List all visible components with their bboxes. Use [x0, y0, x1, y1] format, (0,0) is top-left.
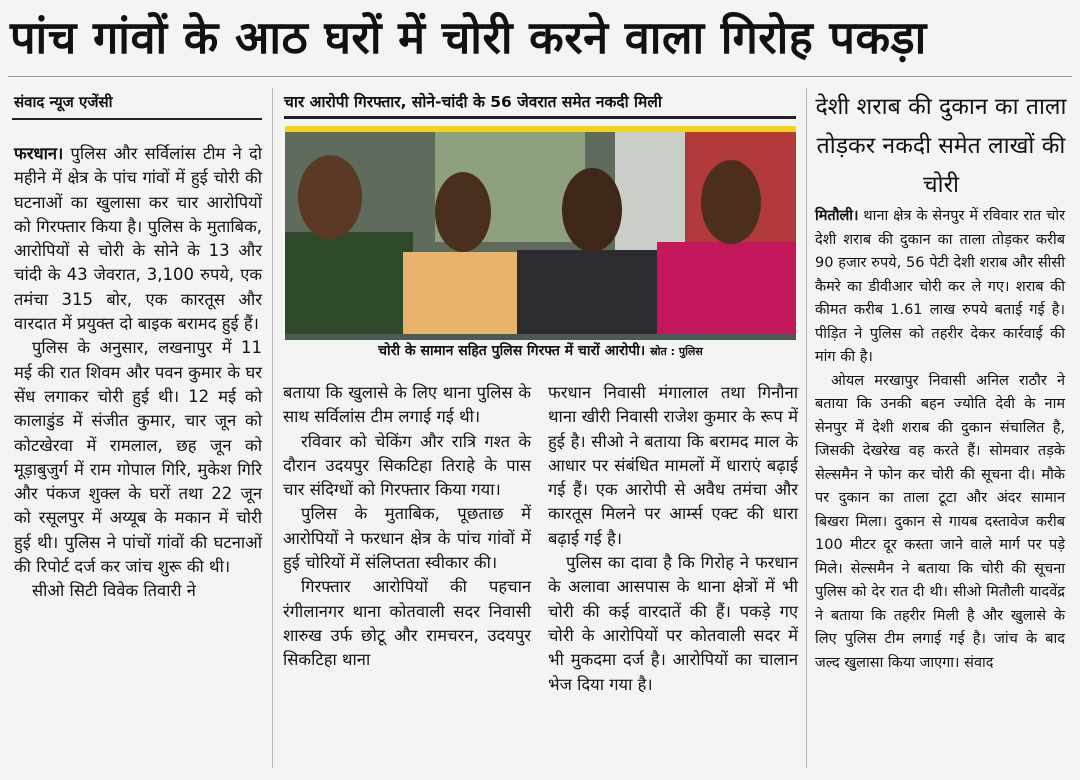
story-column-2 — [283, 381, 531, 673]
byline: संवाद न्यूज एजेंसी — [14, 93, 113, 111]
photo-credit: स्रोत : पुलिस — [650, 345, 703, 358]
photo-caption — [285, 334, 796, 372]
column-divider — [806, 88, 807, 768]
subheadline-rule — [284, 116, 796, 119]
side-story-column — [815, 205, 1065, 675]
story-paragraph: पुलिस का दावा है कि गिरोह ने फरधान के अलावा आसपास के थाना क्षेत्रों में भी चोरी की कई वारदातें की हैं। पकड़े गए चोरी के आरोपियों पर कोतवाली सदर में भी मुकदमा दर्ज है। आरोपियों का चालान भेज दिया गया है। — [548, 553, 798, 694]
caption-text: चोरी के सामान सहित पुलिस गिरफ्त में चारों आरोपी। — [378, 343, 646, 359]
headline: पांच गांवों के आठ घरों में चोरी करने वाला गिरोह पकड़ा — [10, 11, 927, 64]
story-paragraph — [815, 205, 1065, 370]
story-paragraph: गिरफ्तार आरोपियों की पहचान रंगीलानगर थाना कोतवाली सदर निवासी शारुख उर्फ छोटू और रामचरन, उदयपुर सिकटिहा थाना — [283, 577, 531, 670]
column-divider — [272, 88, 273, 768]
byline-rule — [12, 118, 262, 120]
story-paragraph: पुलिस के मुताबिक, पूछताछ में आरोपियों ने फरधान क्षेत्र के पांच गांवों में हुई चोरियों में संलिप्तता स्वीकार की। — [283, 504, 531, 573]
story-column-1 — [14, 142, 262, 604]
accused-photo — [285, 126, 796, 340]
headline-rule — [8, 76, 1072, 77]
story-column-3 — [548, 381, 798, 697]
story-text: पुलिस और सर्विलांस टीम ने दो महीने में क्षेत्र के पांच गांवों में हुई चोरी की घटनाओं का खुलासा कर चार आरोपियों को गिरफ्तार किया है। पुलिस के मुताबिक, आरोपियों से चोरी के सोने के 13 और चांदी के 43 जेवरात, 3,100 रुपये, एक तमंचा 315 बोर, एक कारतूस और वारदात में प्रयुक्त दो बाइक बरामद हुई हैं। — [14, 144, 262, 334]
story-paragraph: रविवार को चेकिंग और रात्रि गश्त के दौरान उदयपुर सिकटिहा तिराहे के पास चार संदिग्धों को गिरफ्तार किया गया। — [283, 431, 531, 500]
signoff: संवाद — [964, 654, 994, 671]
story-text: ओयल मरखापुर निवासी अनिल राठौर ने बताया कि उनकी बहन ज्योति देवी के नाम सेनपुर में देशी शराब की दुकान संचालित है, जिसकी देखरेख वह करते हैं। सोमवार तड़के सेल्समैन ने फोन कर चोरी की सूचना दी। मौके पर दुकान का ताला टूटा और अंदर सामान बिखरा मिला। दुकान से गायब दस्तावेज करीब 100 मीटर दूर कस्ता जाने वाले मार्ग पर पड़े मिले। सेल्समैन ने बताया कि चोरी की सूचना पुलिस को देर रात दी थी। सीओ मितौली यादवेंद्र ने बताया कि तहरीर मिली है और खुलासे के लिए पुलिस टीम लगाई गई है। जांच के बाद जल्द खुलासा किया जाएगा। — [815, 372, 1065, 671]
subheadline: चार आरोपी गिरफ्तार, सोने-चांदी के 56 जेवरात समेत नकदी मिली — [284, 93, 662, 111]
story-paragraph: पुलिस के अनुसार, लखनापुर में 11 मई की रात शिवम और पवन कुमार के घर सेंध लगाकर चोरी हुई थी। 12 मई को कालाडुंड में संजीत कुमार, चार जून को कोटखेरवा में रामलाल, छह जून को मूड़ाबुजुर्ग में राम गोपाल गिरि, मुकेश गिरि और पंकज शुक्ल के घरों तथा 22 जून को रसूलपुर में अय्यूब के मकान में चोरी हुई थी। पुलिस ने पांचों गांवों की घटनाओं की रिपोर्ट दर्ज कर जांच शुरू की थी। — [14, 338, 262, 577]
accused-photo-art — [285, 132, 796, 334]
story-paragraph — [14, 142, 262, 336]
dateline: मितौली। — [815, 208, 859, 224]
story-paragraph — [815, 370, 1065, 676]
story-paragraph: सीओ सिटी विवेक तिवारी ने — [32, 581, 196, 601]
story-paragraph: बताया कि खुलासे के लिए थाना पुलिस के साथ सर्विलांस टीम लगाई गई थी। — [283, 383, 531, 427]
story-text: थाना क्षेत्र के सेनपुर में रविवार रात चोर देशी शराब की दुकान का ताला तोड़कर करीब 90 हजार रुपये, 56 पेटी देशी शराब और सीसी कैमरे का डीवीआर चोरी कर ले गए। शराब की कीमत करीब 1.61 लाख रुपये बताई गई है। पीड़ित ने पुलिस को तहरीर देकर कार्रवाई की मांग की है। — [815, 208, 1066, 365]
dateline: फरधान। — [14, 144, 64, 163]
side-headline: देशी शराब की दुकान का ताला तोड़कर नकदी समेत लाखों की चोरी — [815, 94, 1067, 198]
story-paragraph: फरधान निवासी मंगालाल तथा गिनौना थाना खीरी निवासी राजेश कुमार के रूप में हुई है। सीओ ने बताया कि बरामद माल के आधार पर संबंधित मामलों में धाराएं बढ़ाई गई हैं। एक आरोपी से अवैध तमंचा और कारतूस मिलने पर आर्म्स एक्ट की धारा बढ़ाई गई है। — [548, 383, 798, 548]
